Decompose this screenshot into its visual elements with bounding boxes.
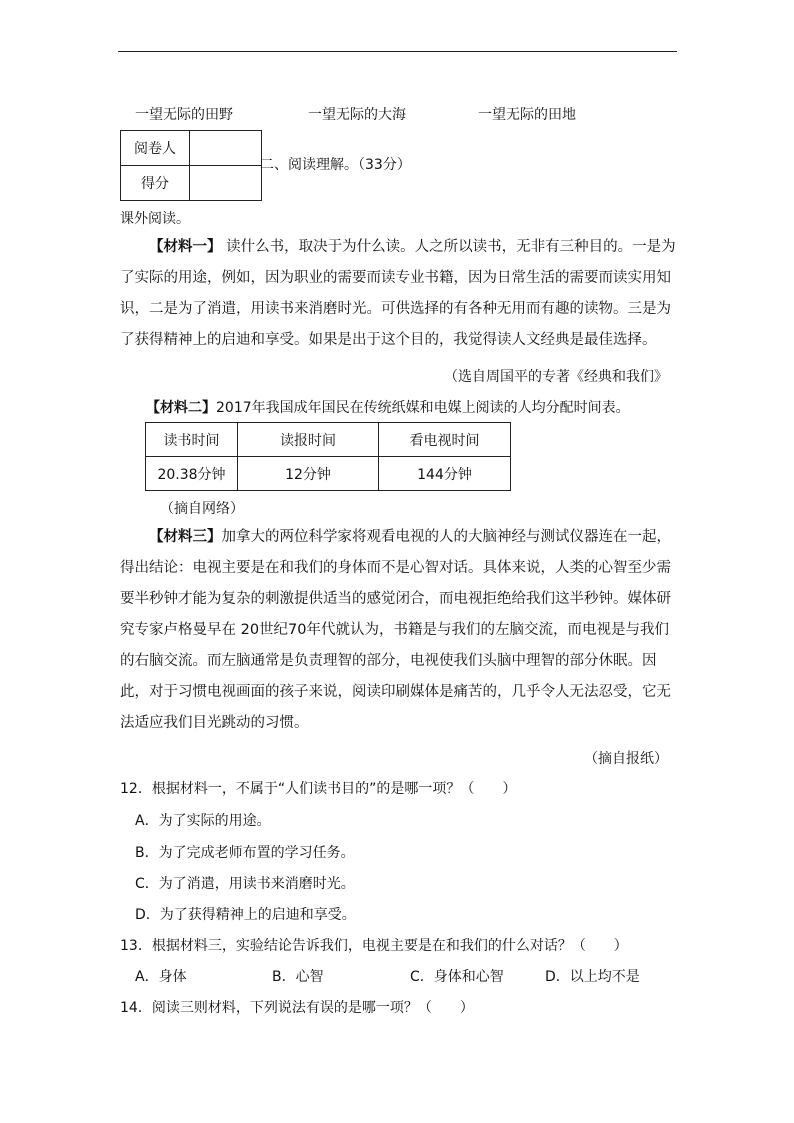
answer-option[interactable]: D．以上均不是 — [545, 969, 640, 985]
question-13: 13．根据材料三，实验结论告诉我们，电视主要是在和我们的什么对话？（ ） — [120, 938, 628, 954]
material-one-tag: 【材料一】 — [149, 239, 222, 255]
question-14: 14．阅读三则材料，下列说法有误的是哪一项？（ ） — [120, 1000, 474, 1016]
table-row — [146, 457, 511, 491]
table-cell: 12分钟 — [238, 457, 379, 491]
question-12: 12．根据材料一，不属于“人们读书目的”的是哪一项？（ ） — [120, 781, 517, 797]
material-two-text: 2017年我国成年国民在传统纸媒和电媒上阅读的人均分配时间表。 — [216, 400, 630, 416]
table-row — [121, 131, 262, 166]
answer-option[interactable]: B．心智 — [272, 969, 324, 985]
option-text: 一望无际的田地 — [478, 107, 576, 123]
material-one-source: （选自周国平的专著《经典和我们》 — [444, 369, 668, 385]
answer-option[interactable]: A．为了实际的用途。 — [135, 813, 271, 829]
table-header: 读报时间 — [238, 423, 379, 457]
option-text: 一望无际的大海 — [308, 107, 406, 123]
table-row — [146, 423, 511, 457]
material-two-tag: 【材料二】 — [146, 400, 216, 416]
material-three — [120, 522, 676, 739]
material-one — [120, 232, 676, 356]
material-three-tag: 【材料三】 — [149, 529, 222, 545]
answer-option[interactable]: C．为了消遣，用读书来消磨时光。 — [135, 876, 355, 892]
option-text: 一望无际的田野 — [135, 107, 233, 123]
score-table — [120, 130, 262, 201]
material-one-text: 读什么书，取决于为什么读。人之所以读书，无非有三种目的。一是为了实际的用途，例如，因为职业的需要而读专业书籍，因为日常生活的需要而读实用知识，二是为了消遣，用读书来消磨时光。可供选择的有各种无用而有趣的读物。三是为了获得精神上的启迪和享受。如果是出于这个目的，我觉得读人文经典是最佳选择。 — [120, 239, 676, 348]
table-header: 读书时间 — [146, 423, 238, 457]
header-rule — [118, 51, 677, 52]
table-cell: 144分钟 — [379, 457, 511, 491]
answer-option[interactable]: A．身体 — [135, 969, 187, 985]
material-three-text: 加拿大的两位科学家将观看电视的人的大脑神经与测试仪器连在一起，得出结论：电视主要是在和我们的身体而不是心智对话。具体来说，人类的心智至少需要半秒钟才能为复杂的刺激提供适当的感觉闭合，而电视拒绝给我们这半秒钟。媒体研究专家卢格曼早在 20世纪70年代就认为，书籍是与我们的左脑交流，而电视是与我们的右脑交流。而左脑通常是负责理智的部分，电视使我们头脑中理智的部分休眠。因此，对于习惯电视画面的孩子来说，阅读印刷媒体是痛苦的，几乎令人无法忍受，它无法适应我们目光跳动的习惯。 — [120, 529, 671, 731]
material-three-source: （摘自报纸） — [584, 751, 668, 767]
table-header: 看电视时间 — [379, 423, 511, 457]
answer-option[interactable]: D．为了获得精神上的启迪和享受。 — [135, 907, 356, 923]
section-subtitle: 课外阅读。 — [120, 211, 190, 227]
material-two — [146, 397, 630, 417]
table-cell: 20.38分钟 — [146, 457, 238, 491]
grader-label: 阅卷人 — [121, 131, 190, 166]
reading-time-table — [145, 422, 511, 491]
section-title: 二、阅读理解。（33分） — [260, 157, 411, 173]
score-cell[interactable] — [190, 166, 262, 201]
material-two-source: （摘自网络） — [160, 501, 244, 517]
table-row — [121, 166, 262, 201]
answer-option[interactable]: B．为了完成老师布置的学习任务。 — [135, 845, 355, 861]
score-label: 得分 — [121, 166, 190, 201]
answer-option[interactable]: C．身体和心智 — [410, 969, 504, 985]
grader-cell[interactable] — [190, 131, 262, 166]
